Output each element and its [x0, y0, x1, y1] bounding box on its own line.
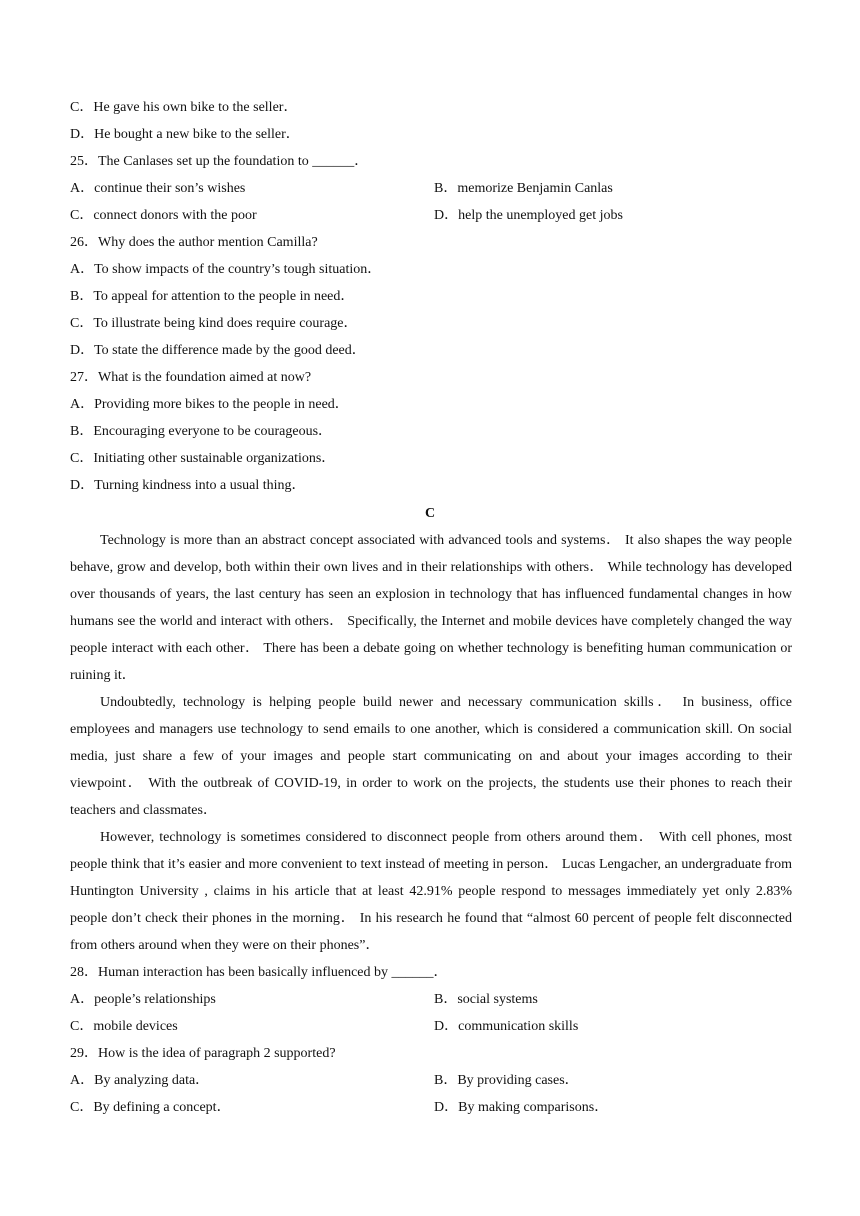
q29-option-d: D．By making comparisons．: [434, 1100, 609, 1115]
passage-paragraph-2: [70, 689, 792, 824]
q29-option-a: A．By analyzing data．: [70, 1073, 210, 1088]
q28-option-b: B．social systems: [434, 992, 538, 1007]
q29-stem: 29．How is the idea of paragraph 2 supported?: [70, 1046, 336, 1061]
q26-option-a: A．To show impacts of the country’s tough situation．: [70, 262, 382, 277]
q25-stem: 25．The Canlases set up the foundation to ______．: [70, 154, 369, 169]
q29-option-c: C．By defining a concept．: [70, 1100, 231, 1115]
passage-paragraph-2-text: Undoubtedly, technology is helping people build newer and necessary communication skills． In business, office employees and managers use technology to send emails to one another, which is considered a communication skill. On social media, just share a few of your images and people start communicating on and about your images according to their viewpoint． With the outbreak of COVID-19, in order to work on the projects, the students use their phones to reach their teachers and classmates．: [70, 695, 792, 818]
q26-option-b: B．To appeal for attention to the people in need．: [70, 289, 355, 304]
q28-stem: 28．Human interaction has been basically influenced by ______．: [70, 965, 448, 980]
q25-option-a: A．continue their son’s wishes: [70, 181, 246, 196]
q27-option-d: D．Turning kindness into a usual thing．: [70, 478, 306, 493]
q28-option-d: D．communication skills: [434, 1019, 579, 1034]
section-heading: C: [424, 506, 436, 521]
q27-option-b: B．Encouraging everyone to be courageous．: [70, 424, 333, 439]
q25-option-c: C．connect donors with the poor: [70, 208, 257, 223]
q28-option-a: A．people’s relationships: [70, 992, 216, 1007]
q24-option-c: C．He gave his own bike to the seller．: [70, 100, 298, 115]
passage-paragraph-3: [70, 824, 792, 959]
q26-option-d: D．To state the difference made by the good deed．: [70, 343, 366, 358]
q28-option-c: C．mobile devices: [70, 1019, 178, 1034]
q27-stem: 27．What is the foundation aimed at now?: [70, 370, 312, 385]
passage-paragraph-3-text: However, technology is sometimes considered to disconnect people from others around them． With cell phones, most people think that it’s easier and more convenient to text instead of meeting in person． Lucas Lengacher, an undergraduate from Huntington University , claims in his article that at least 42.91% people respond to messages immediately yet only 2.83% people don’t check their phones in the morning． In his research he found that “almost 60 percent of people felt disconnected from others around when they were on their phones”．: [70, 830, 792, 953]
q27-option-c: C．Initiating other sustainable organizations．: [70, 451, 336, 466]
q26-option-c: C．To illustrate being kind does require courage．: [70, 316, 358, 331]
q25-option-d: D．help the unemployed get jobs: [434, 208, 623, 223]
q24-option-d: D．He bought a new bike to the seller．: [70, 127, 300, 142]
q25-option-b: B．memorize Benjamin Canlas: [434, 181, 613, 196]
q27-option-a: A．Providing more bikes to the people in need．: [70, 397, 349, 412]
q26-stem: 26．Why does the author mention Camilla?: [70, 235, 318, 250]
passage-paragraph-1-text: Technology is more than an abstract concept associated with advanced tools and systems． It also shapes the way people behave, grow and develop, both within their own lives and in their relationships with others． While technology has developed over thousands of years, the last century has seen an explosion in technology that has influenced fundamental changes in how humans see the world and interact with others． Specifically, the Internet and mobile devices have completely changed the way people interact with each other． There has been a debate going on whether technology is benefiting human communication or ruining it．: [70, 533, 792, 683]
passage-paragraph-1: [70, 527, 792, 689]
q29-option-b: B．By providing cases．: [434, 1073, 579, 1088]
